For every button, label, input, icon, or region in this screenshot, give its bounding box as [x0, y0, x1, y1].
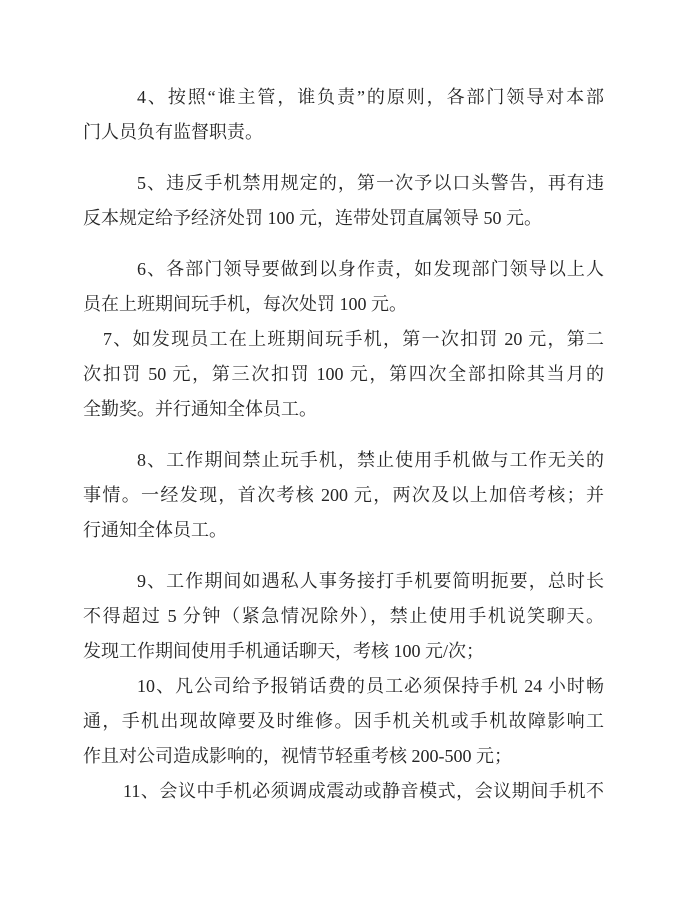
text-line: 事情。一经发现，首次考核 200 元，两次及以上加倍考核；并: [83, 485, 604, 505]
text-line: 5、违反手机禁用规定的，第一次予以口头警告，再有违: [137, 173, 604, 193]
text-line: 发现工作期间使用手机通话聊天，考核 100 元/次；: [83, 641, 484, 661]
text-line: 不得超过 5 分钟（紧急情况除外），禁止使用手机说笑聊天。: [83, 606, 604, 626]
text-line: 通，手机出现故障要及时维修。因手机关机或手机故障影响工: [83, 711, 604, 731]
text-line: 门人员负有监督职责。: [83, 122, 263, 142]
text-line: 员在上班期间玩手机，每次处罚 100 元。: [83, 294, 407, 314]
text-line: 作且对公司造成影响的，视情节轻重考核 200-500 元；: [83, 746, 512, 766]
paragraph-7: [83, 322, 604, 427]
text-line: 9、工作期间如遇私人事务接打手机要简明扼要，总时长: [137, 571, 604, 591]
document-content: [83, 80, 604, 809]
paragraph-9: [83, 564, 604, 669]
text-line: 行通知全体员工。: [83, 520, 227, 540]
text-line: 8、工作期间禁止玩手机，禁止使用手机做与工作无关的: [137, 450, 604, 470]
text-line: 10、凡公司给予报销话费的员工必须保持手机 24 小时畅: [137, 676, 604, 696]
text-line: 次扣罚 50 元，第三次扣罚 100 元，第四次全部扣除其当月的: [83, 364, 604, 384]
text-line: 7、如发现员工在上班期间玩手机，第一次扣罚 20 元，第二: [103, 329, 604, 349]
paragraph-10: [83, 669, 604, 774]
text-line: 4、按照“谁主管，谁负责”的原则，各部门领导对本部: [137, 87, 604, 107]
paragraph-6: [83, 252, 604, 322]
paragraph-11: [83, 774, 604, 809]
text-line: 全勤奖。并行通知全体员工。: [83, 399, 317, 419]
paragraph-8: [83, 443, 604, 548]
paragraph-5: [83, 166, 604, 236]
text-line: 反本规定给予经济处罚 100 元，连带处罚直属领导 50 元。: [83, 208, 542, 228]
paragraph-4: [83, 80, 604, 150]
text-line: 6、各部门领导要做到以身作责，如发现部门领导以上人: [137, 259, 604, 279]
text-line: 11、会议中手机必须调成震动或静音模式，会议期间手机不: [123, 781, 604, 801]
